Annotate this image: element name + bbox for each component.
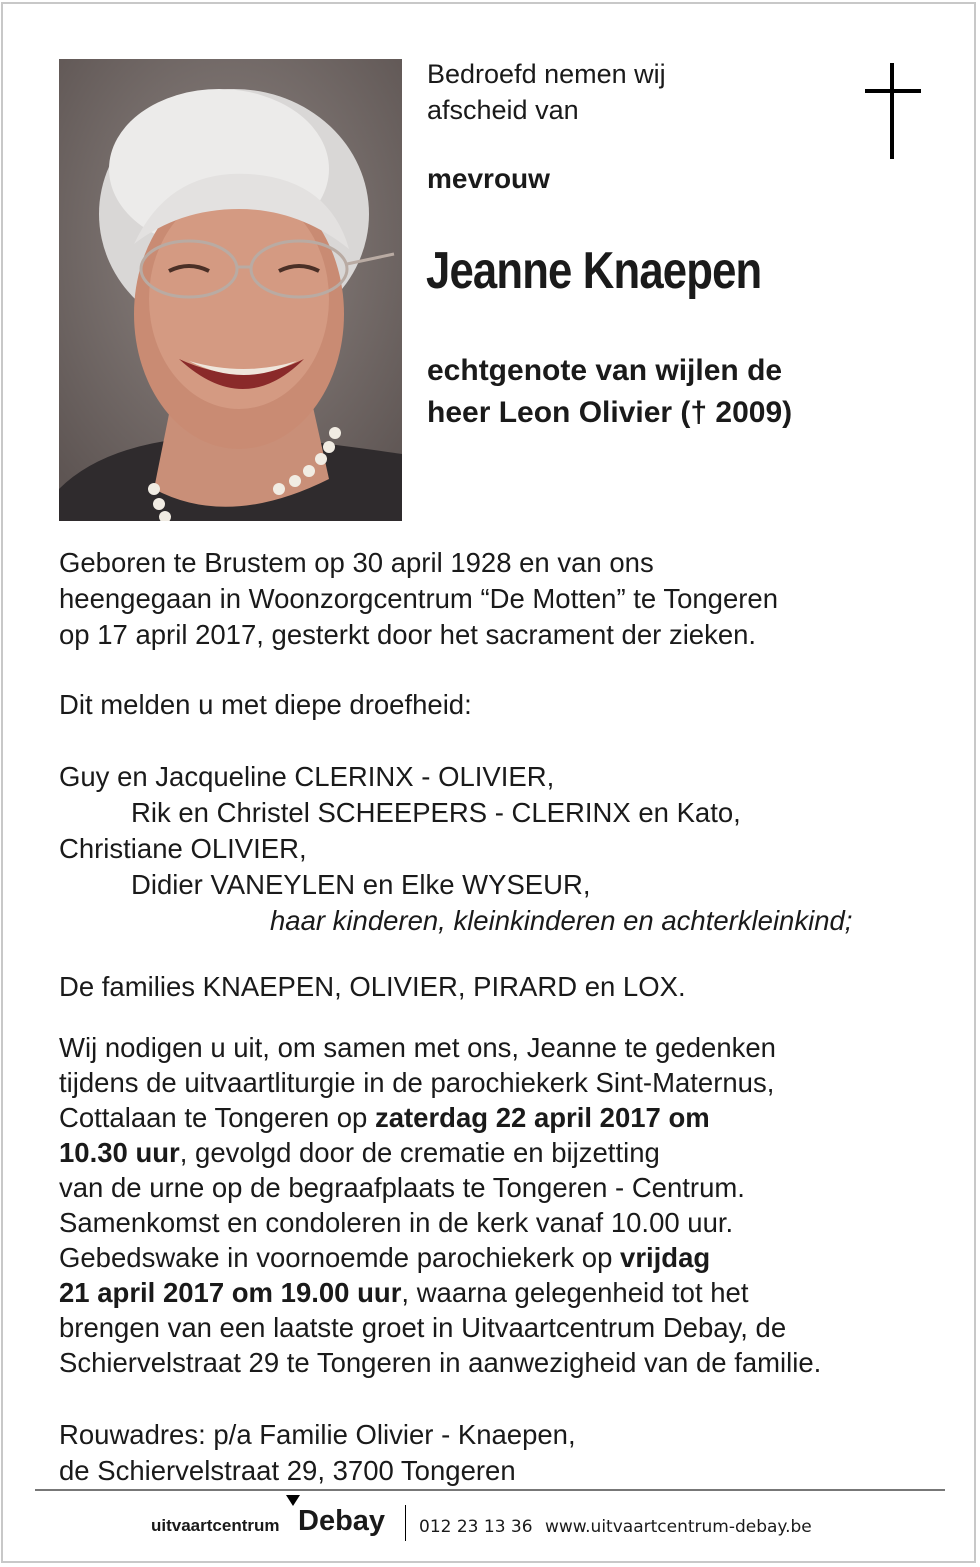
birth-paragraph: [59, 545, 929, 653]
cross-icon: [865, 63, 921, 159]
deceased-name: Jeanne Knaepen: [426, 242, 762, 300]
spouse-line-2: heer Leon Olivier († 2009): [427, 396, 793, 429]
footer-separator: [405, 1505, 406, 1541]
portrait-photo: [59, 59, 402, 521]
address-line-2: de Schiervelstraat 29, 3700 Tongeren: [59, 1455, 516, 1486]
footer-phone: 012 23 13 36: [419, 1517, 533, 1537]
birth-line-3: op 17 april 2017, gesterkt door het sacrament der zieken.: [59, 619, 757, 650]
footer-divider: [35, 1489, 945, 1491]
announcement: Dit melden u met diepe droefheid:: [59, 689, 472, 720]
funeral-time: 10.30 uur: [59, 1137, 180, 1168]
invitation-line-6: Samenkomst en condoleren in de kerk vanaf 10.00 uur.: [59, 1207, 734, 1238]
portrait-illustration: [59, 59, 402, 521]
family-line-1: Guy en Jacqueline CLERINX - OLIVIER,: [59, 761, 555, 792]
invitation-line-10: Schiervelstraat 29 te Tongeren in aanwezigheid van de familie.: [59, 1347, 822, 1378]
footer-website[interactable]: www.uitvaartcentrum-debay.be: [545, 1517, 812, 1537]
intro-text: [427, 56, 666, 128]
birth-line-2: heengegaan in Woonzorgcentrum “De Motten” te Tongeren: [59, 583, 779, 614]
mourning-address: [59, 1417, 929, 1489]
spouse-info: [427, 350, 792, 434]
intro-line-1: Bedroefd nemen wij: [427, 59, 666, 89]
invitation-line-8: 21 april 2017 om 19.00 uur, waarna gelegenheid tot het: [59, 1277, 749, 1308]
family-line-4: Didier VANEYLEN en Elke WYSEUR,: [131, 869, 591, 900]
family-list: [59, 759, 929, 939]
invitation-line-3: Cottalaan te Tongeren op zaterdag 22 april 2017 om: [59, 1102, 710, 1133]
invitation-line-4: 10.30 uur, gevolgd door de crematie en bijzetting: [59, 1137, 660, 1168]
address-line-1: Rouwadres: p/a Familie Olivier - Knaepen,: [59, 1419, 576, 1450]
footer-brand: Debay: [298, 1505, 386, 1537]
invitation-line-2: tijdens de uitvaartliturgie in de parochiekerk Sint-Maternus,: [59, 1067, 775, 1098]
family-line-3: Christiane OLIVIER,: [59, 833, 307, 864]
invitation-line-1: Wij nodigen u uit, om samen met ons, Jeanne te gedenken: [59, 1032, 776, 1063]
wake-datetime: 21 april 2017 om 19.00 uur: [59, 1277, 402, 1308]
invitation-line-5: van de urne op de begraafplaats te Tongeren - Centrum.: [59, 1172, 745, 1203]
footer: [0, 1495, 980, 1555]
funeral-date: zaterdag 22 april 2017 om: [374, 1102, 710, 1133]
family-line-2: Rik en Christel SCHEEPERS - CLERINX en Kato,: [131, 797, 741, 828]
families-line: De families KNAEPEN, OLIVIER, PIRARD en LOX.: [59, 971, 686, 1002]
invitation-line-9: brengen van een laatste groet in Uitvaartcentrum Debay, de: [59, 1312, 787, 1343]
intro-line-2: afscheid van: [427, 95, 579, 125]
invitation-paragraph: [59, 1030, 929, 1380]
invitation-line-7: Gebedswake in voornoemde parochiekerk op vrijdag: [59, 1242, 711, 1273]
wake-day: vrijdag: [620, 1242, 711, 1273]
spouse-line-1: echtgenote van wijlen de: [427, 354, 783, 387]
family-relation: haar kinderen, kleinkinderen en achterkleinkind;: [270, 905, 853, 936]
footer-label: uitvaartcentrum: [151, 1516, 280, 1535]
birth-line-1: Geboren te Brustem op 30 april 1928 en van ons: [59, 547, 654, 578]
salutation: mevrouw: [427, 163, 550, 194]
